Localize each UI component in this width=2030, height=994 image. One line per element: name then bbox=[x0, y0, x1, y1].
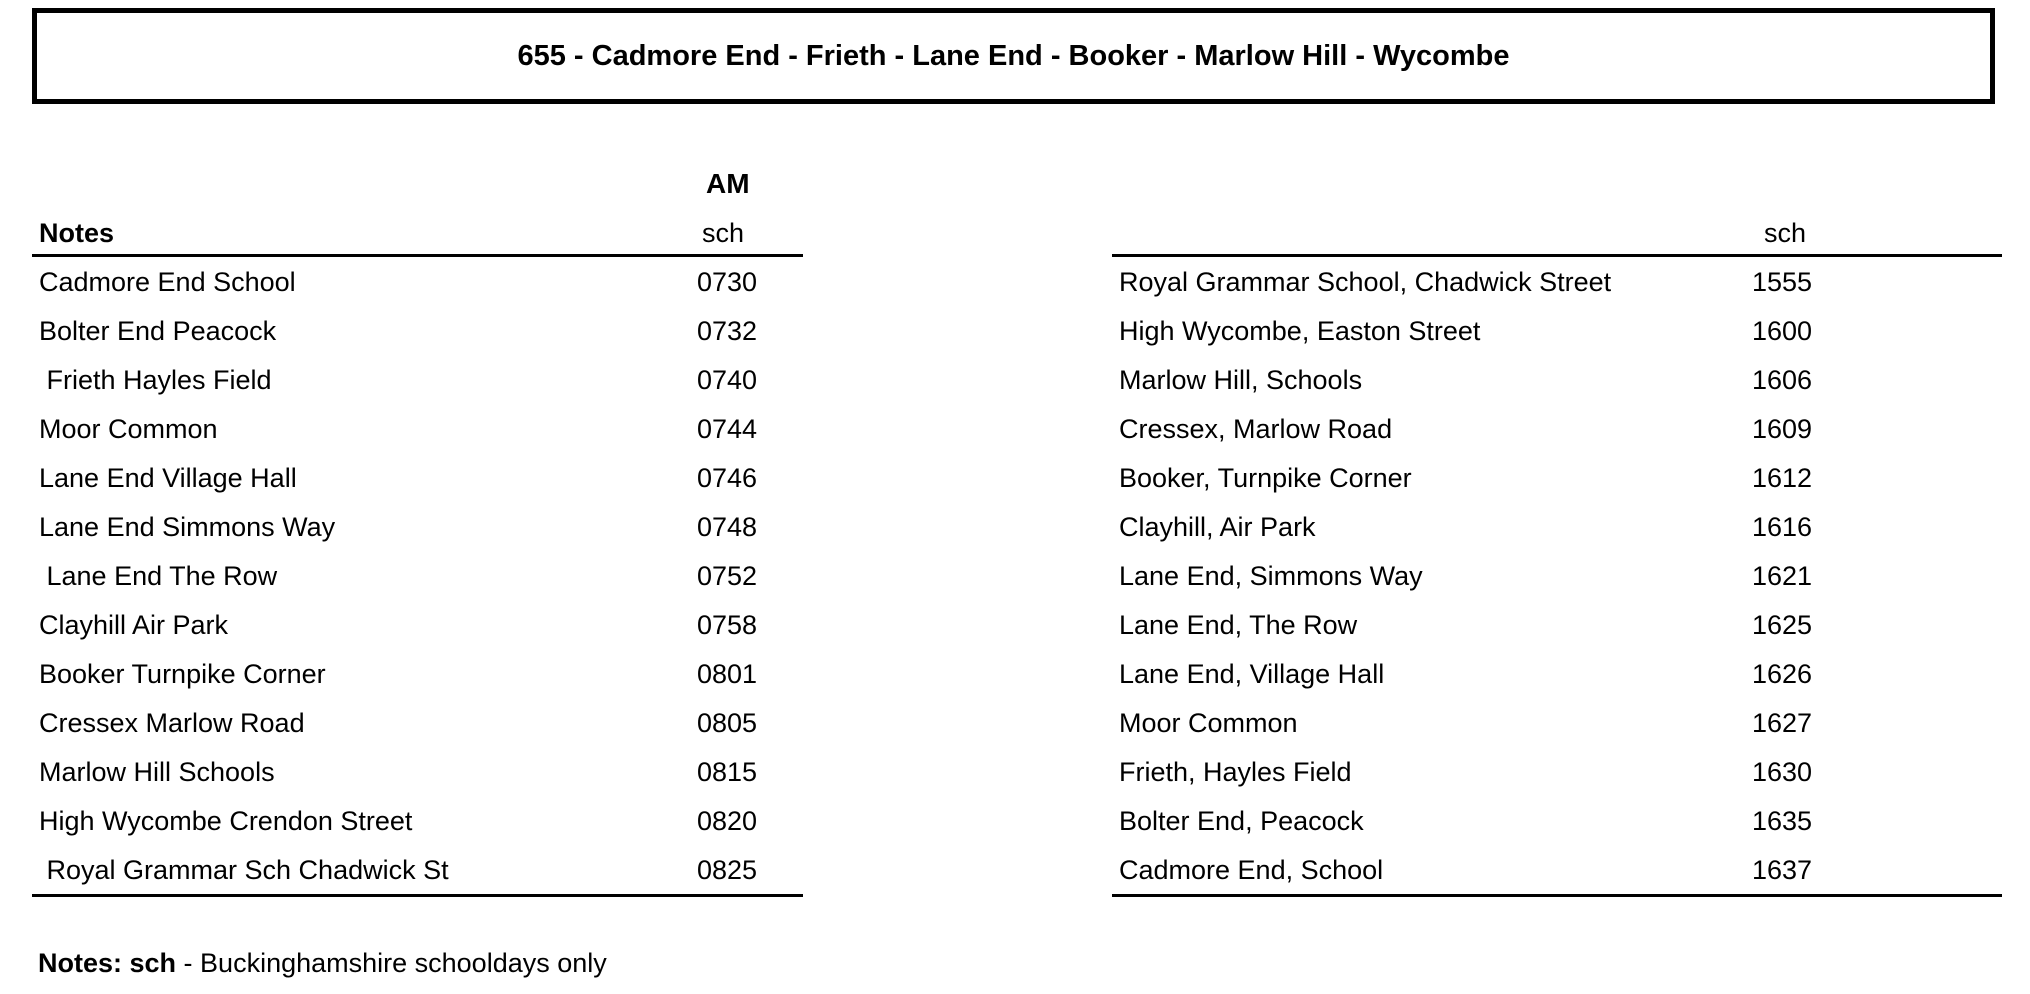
am-label: AM bbox=[706, 168, 750, 199]
stop-name: Moor Common bbox=[1119, 708, 1298, 738]
footnote bbox=[38, 948, 607, 979]
stop-name: Booker, Turnpike Corner bbox=[1119, 463, 1412, 493]
departure-time: 1630 bbox=[1752, 757, 1813, 787]
stop-name: Frieth Hayles Field bbox=[39, 365, 272, 395]
return-header bbox=[1112, 216, 2002, 257]
stop-name: High Wycombe, Easton Street bbox=[1119, 316, 1481, 346]
stop-name: Moor Common bbox=[39, 414, 218, 444]
stop-name: Bolter End Peacock bbox=[39, 316, 277, 346]
stop-name: Cadmore End School bbox=[39, 267, 296, 297]
departure-time: 0815 bbox=[697, 757, 758, 787]
table-row bbox=[32, 649, 803, 698]
departure-time: 1555 bbox=[1752, 267, 1813, 297]
outbound-bottom-rule bbox=[32, 894, 803, 897]
stop-name: High Wycombe Crendon Street bbox=[39, 806, 413, 836]
departure-time: 0825 bbox=[697, 855, 758, 885]
table-row bbox=[32, 257, 803, 306]
table-row bbox=[1112, 649, 2002, 698]
table-row bbox=[32, 600, 803, 649]
table-row bbox=[1112, 257, 2002, 306]
stop-name: Lane End The Row bbox=[39, 561, 278, 591]
table-row bbox=[32, 551, 803, 600]
departure-time: 0805 bbox=[697, 708, 758, 738]
outbound-timetable bbox=[32, 216, 803, 897]
stop-name: Royal Grammar Sch Chadwick St bbox=[39, 855, 449, 885]
stop-name: Royal Grammar School, Chadwick Street bbox=[1119, 267, 1612, 297]
stop-name: Cressex Marlow Road bbox=[39, 708, 305, 738]
stop-name: Clayhill, Air Park bbox=[1119, 512, 1316, 542]
table-row bbox=[32, 306, 803, 355]
departure-time: 1621 bbox=[1752, 561, 1813, 591]
departure-time: 0746 bbox=[697, 463, 758, 493]
departure-time: 1637 bbox=[1752, 855, 1813, 885]
outbound-rows bbox=[32, 257, 803, 894]
table-row bbox=[32, 747, 803, 796]
table-row bbox=[1112, 796, 2002, 845]
table-row bbox=[1112, 600, 2002, 649]
table-row bbox=[1112, 306, 2002, 355]
table-row bbox=[32, 404, 803, 453]
title-box bbox=[32, 8, 1995, 104]
table-row bbox=[32, 453, 803, 502]
stop-name: Lane End, The Row bbox=[1119, 610, 1358, 640]
departure-time: 1626 bbox=[1752, 659, 1813, 689]
footnote-text: - Buckinghamshire schooldays only bbox=[176, 948, 607, 978]
return-rows bbox=[1112, 257, 2002, 894]
departure-time: 0752 bbox=[697, 561, 758, 591]
departure-time: 1635 bbox=[1752, 806, 1813, 836]
departure-time: 1609 bbox=[1752, 414, 1813, 444]
stop-name: Cadmore End, School bbox=[1119, 855, 1384, 885]
departure-time: 0801 bbox=[697, 659, 758, 689]
departure-time: 1606 bbox=[1752, 365, 1813, 395]
sch-header: sch bbox=[1764, 218, 1807, 248]
stop-name: Frieth, Hayles Field bbox=[1119, 757, 1352, 787]
return-bottom-rule bbox=[1112, 894, 2002, 897]
departure-time: 1616 bbox=[1752, 512, 1813, 542]
sch-header: sch bbox=[702, 218, 745, 248]
stop-name: Marlow Hill, Schools bbox=[1119, 365, 1363, 395]
stop-name: Lane End, Simmons Way bbox=[1119, 561, 1423, 591]
departure-time: 0732 bbox=[697, 316, 758, 346]
table-row bbox=[1112, 845, 2002, 894]
departure-time: 0730 bbox=[697, 267, 758, 297]
table-row bbox=[1112, 355, 2002, 404]
table-row bbox=[32, 796, 803, 845]
departure-time: 1625 bbox=[1752, 610, 1813, 640]
table-row bbox=[32, 502, 803, 551]
footnote-label: Notes: sch bbox=[38, 948, 177, 978]
departure-time: 1612 bbox=[1752, 463, 1813, 493]
stop-name: Lane End Village Hall bbox=[39, 463, 297, 493]
stop-name: Clayhill Air Park bbox=[39, 610, 229, 640]
stop-name: Lane End Simmons Way bbox=[39, 512, 336, 542]
table-row bbox=[32, 698, 803, 747]
table-row bbox=[1112, 551, 2002, 600]
stop-name: Marlow Hill Schools bbox=[39, 757, 275, 787]
table-row bbox=[1112, 453, 2002, 502]
notes-header: Notes bbox=[39, 218, 115, 248]
departure-time: 0758 bbox=[697, 610, 758, 640]
return-timetable bbox=[1112, 216, 2002, 897]
table-row bbox=[1112, 747, 2002, 796]
stop-name: Booker Turnpike Corner bbox=[39, 659, 326, 689]
stop-name: Bolter End, Peacock bbox=[1119, 806, 1364, 836]
departure-time: 1627 bbox=[1752, 708, 1813, 738]
departure-time: 0744 bbox=[697, 414, 758, 444]
departure-time: 1600 bbox=[1752, 316, 1813, 346]
departure-time: 0820 bbox=[697, 806, 758, 836]
outbound-header bbox=[32, 216, 803, 257]
stop-name: Cressex, Marlow Road bbox=[1119, 414, 1393, 444]
table-row bbox=[1112, 698, 2002, 747]
table-row bbox=[1112, 502, 2002, 551]
stop-name: Lane End, Village Hall bbox=[1119, 659, 1385, 689]
table-row bbox=[32, 845, 803, 894]
table-row bbox=[1112, 404, 2002, 453]
page-title: 655 - Cadmore End - Frieth - Lane End - Booker - Marlow Hill - Wycombe bbox=[517, 39, 1510, 72]
departure-time: 0740 bbox=[697, 365, 758, 395]
table-row bbox=[32, 355, 803, 404]
departure-time: 0748 bbox=[697, 512, 758, 542]
